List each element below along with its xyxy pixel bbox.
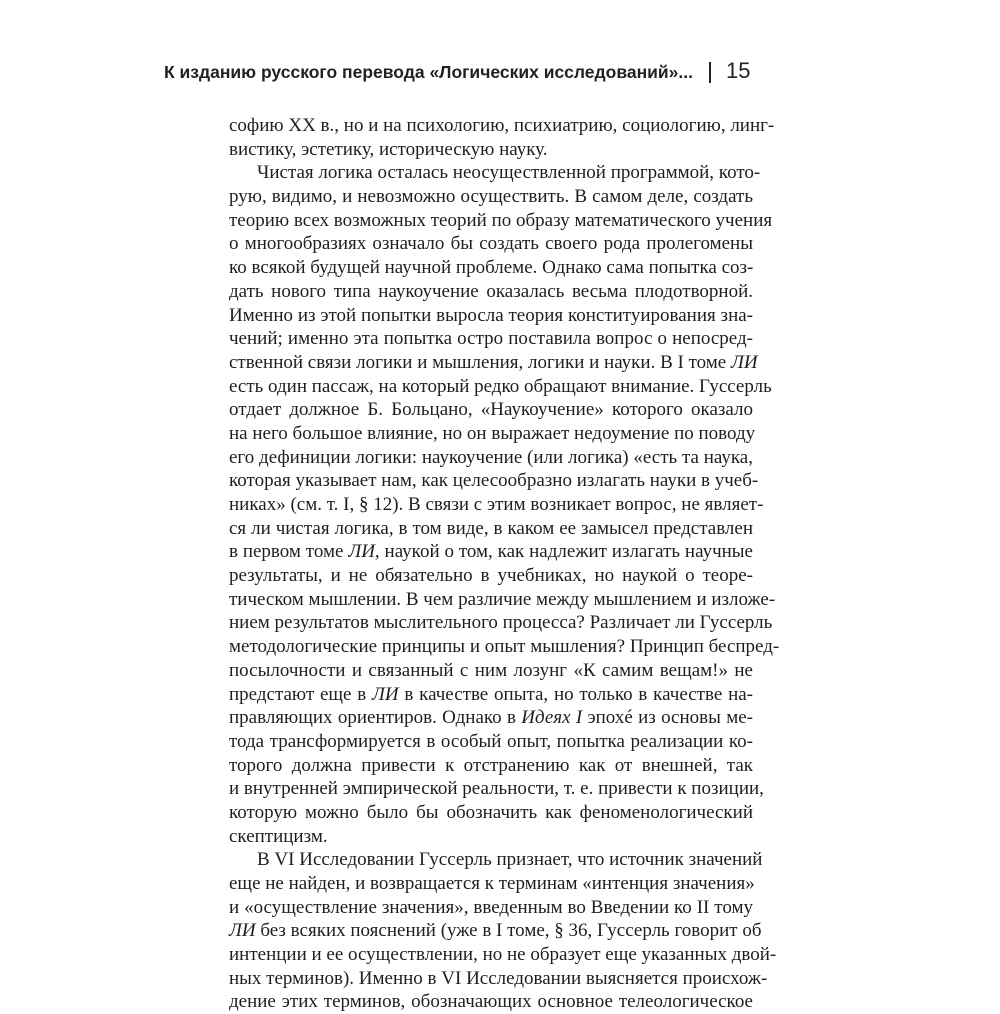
text-segment: в первом томе xyxy=(229,541,349,563)
text-segment: которую можно было бы обозначить как феноменологический xyxy=(229,801,753,823)
text-line xyxy=(229,943,777,967)
text-line xyxy=(229,706,753,730)
italic-term: ЛИ xyxy=(229,920,256,942)
text-line xyxy=(229,848,763,872)
text-segment: результаты, и не обязательно в учебниках, но наукой о теоре- xyxy=(229,565,753,587)
text-line xyxy=(229,872,753,896)
header-divider xyxy=(709,62,711,83)
text-segment: дение этих терминов, обозначающих основное телеологическое xyxy=(229,991,753,1013)
text-line xyxy=(229,280,753,304)
text-line xyxy=(229,635,780,659)
text-segment: предстают еще в xyxy=(229,683,372,705)
italic-term: ЛИ xyxy=(372,683,399,705)
text-segment: отдает должное Б. Больцано, «Наукоучение» которого оказало xyxy=(229,399,753,421)
text-line xyxy=(229,588,776,612)
text-segment: посылочности и связанный с ним лозунг «К самим вещам!» не xyxy=(229,659,753,681)
text-segment: интенции и ее осуществлении, но не образует еще указанных двой- xyxy=(229,944,777,966)
text-line xyxy=(229,801,753,825)
text-line xyxy=(229,398,753,422)
text-segment: есть один пассаж, на который редко обращают внимание. Гуссерль xyxy=(229,375,772,397)
italic-term: ЛИ xyxy=(730,351,758,373)
text-segment: теорию всех возможных теорий по образу математического учения xyxy=(229,209,773,231)
text-line xyxy=(229,304,753,328)
running-header xyxy=(0,58,1000,86)
text-segment: ся ли чистая логика, в том виде, в каком ее замысел представлен xyxy=(229,517,753,539)
text-line xyxy=(229,967,768,991)
text-segment: ственной связи логики и мышления, логики и науки. В I томе xyxy=(229,351,731,373)
text-line xyxy=(229,469,759,493)
text-line xyxy=(229,611,773,635)
running-title: К изданию русского перевода «Логических исследований»... xyxy=(164,62,693,82)
text-segment: чений; именно эта попытка остро поставила вопрос о непосред- xyxy=(229,328,753,350)
text-line xyxy=(229,683,753,707)
page-number: 15 xyxy=(726,58,751,83)
text-segment: ко всякой будущей научной проблеме. Однако сама попытка соз- xyxy=(229,257,754,279)
italic-term: Идеях I xyxy=(521,707,583,729)
body-text xyxy=(229,114,780,1014)
text-segment: дать нового типа наукоучение оказалась весьма плодотворной. xyxy=(229,280,753,302)
text-line xyxy=(229,564,753,588)
text-segment: которая указывает нам, как целесообразно излагать науки в учеб- xyxy=(229,470,759,492)
text-line xyxy=(229,114,775,138)
text-segment: о многообразиях означало бы создать своего рода пролегомены xyxy=(229,233,753,255)
text-line xyxy=(229,161,761,185)
text-segment: , наукой о том, как надлежит излагать научные xyxy=(374,541,753,563)
text-segment: и внутренней эмпирической реальности, т. е. привести к позиции, xyxy=(229,778,764,800)
text-segment: ных терминов). Именно в VI Исследовании выясняется происхож- xyxy=(229,967,768,989)
text-segment: нием результатов мыслительного процесса? Различает ли Гуссерль xyxy=(229,612,773,634)
text-line xyxy=(229,422,756,446)
text-line xyxy=(229,138,753,162)
text-segment: без всяких пояснений (уже в I томе, § 36, Гуссерль говорит об xyxy=(255,920,762,942)
text-segment: скептицизм. xyxy=(229,825,328,847)
text-segment: на него большое влияние, но он выражает недоумение по поводу xyxy=(229,422,756,444)
text-line xyxy=(229,730,753,754)
text-line xyxy=(229,351,758,375)
text-segment: методологические принципы и опыт мышления? Принцип беспред- xyxy=(229,636,780,658)
text-line xyxy=(229,375,772,399)
text-segment: в качестве опыта, но только в качестве на- xyxy=(398,683,753,705)
text-line xyxy=(229,919,762,943)
text-segment: В VI Исследовании Гуссерль признает, что источник значений xyxy=(257,849,763,871)
text-segment: еще не найден, и возвращается к терминам «интенция значения» xyxy=(229,873,755,894)
text-segment: никах» (см. т. I, § 12). В связи с этим возникает вопрос, не являет- xyxy=(229,494,764,515)
italic-term: ЛИ xyxy=(348,541,375,563)
text-line xyxy=(229,327,753,351)
text-line xyxy=(229,256,753,280)
text-segment: тода трансформируется в особый опыт, попытка реализации ко- xyxy=(229,730,753,752)
text-line xyxy=(229,777,764,801)
text-segment: Именно из этой попытки выросла теория конституирования зна- xyxy=(229,304,753,326)
text-line xyxy=(229,517,753,541)
text-line xyxy=(229,446,753,470)
text-line xyxy=(229,209,773,233)
text-segment: Чистая логика осталась неосуществленной программой, кото- xyxy=(257,162,761,184)
text-segment: его дефиниции логики: наукоучение (или логика) «есть та наука, xyxy=(229,446,753,468)
text-segment: правляющих ориентиров. Однако в xyxy=(229,707,522,729)
text-line xyxy=(229,896,753,920)
text-line xyxy=(229,540,753,564)
text-line xyxy=(229,990,753,1014)
text-segment: вистику, эстетику, историческую науку. xyxy=(229,138,548,160)
text-segment: софию XX в., но и на психологию, психиатрию, социологию, линг- xyxy=(229,115,775,136)
text-line xyxy=(229,754,753,778)
text-line xyxy=(229,659,753,683)
text-line xyxy=(229,825,753,849)
text-line xyxy=(229,493,764,517)
text-line xyxy=(229,185,753,209)
text-segment: торого должна привести к отстранению как от внешней, так xyxy=(229,754,753,776)
text-segment: тическом мышлении. В чем различие между мышлением и изложе- xyxy=(229,588,776,610)
text-segment: и «осуществление значения», введенным во Введении ко II тому xyxy=(229,896,753,918)
text-segment: рую, видимо, и невозможно осуществить. В самом деле, создать xyxy=(229,186,753,208)
text-line xyxy=(229,232,753,256)
text-segment: эпохé из основы ме- xyxy=(582,707,753,729)
